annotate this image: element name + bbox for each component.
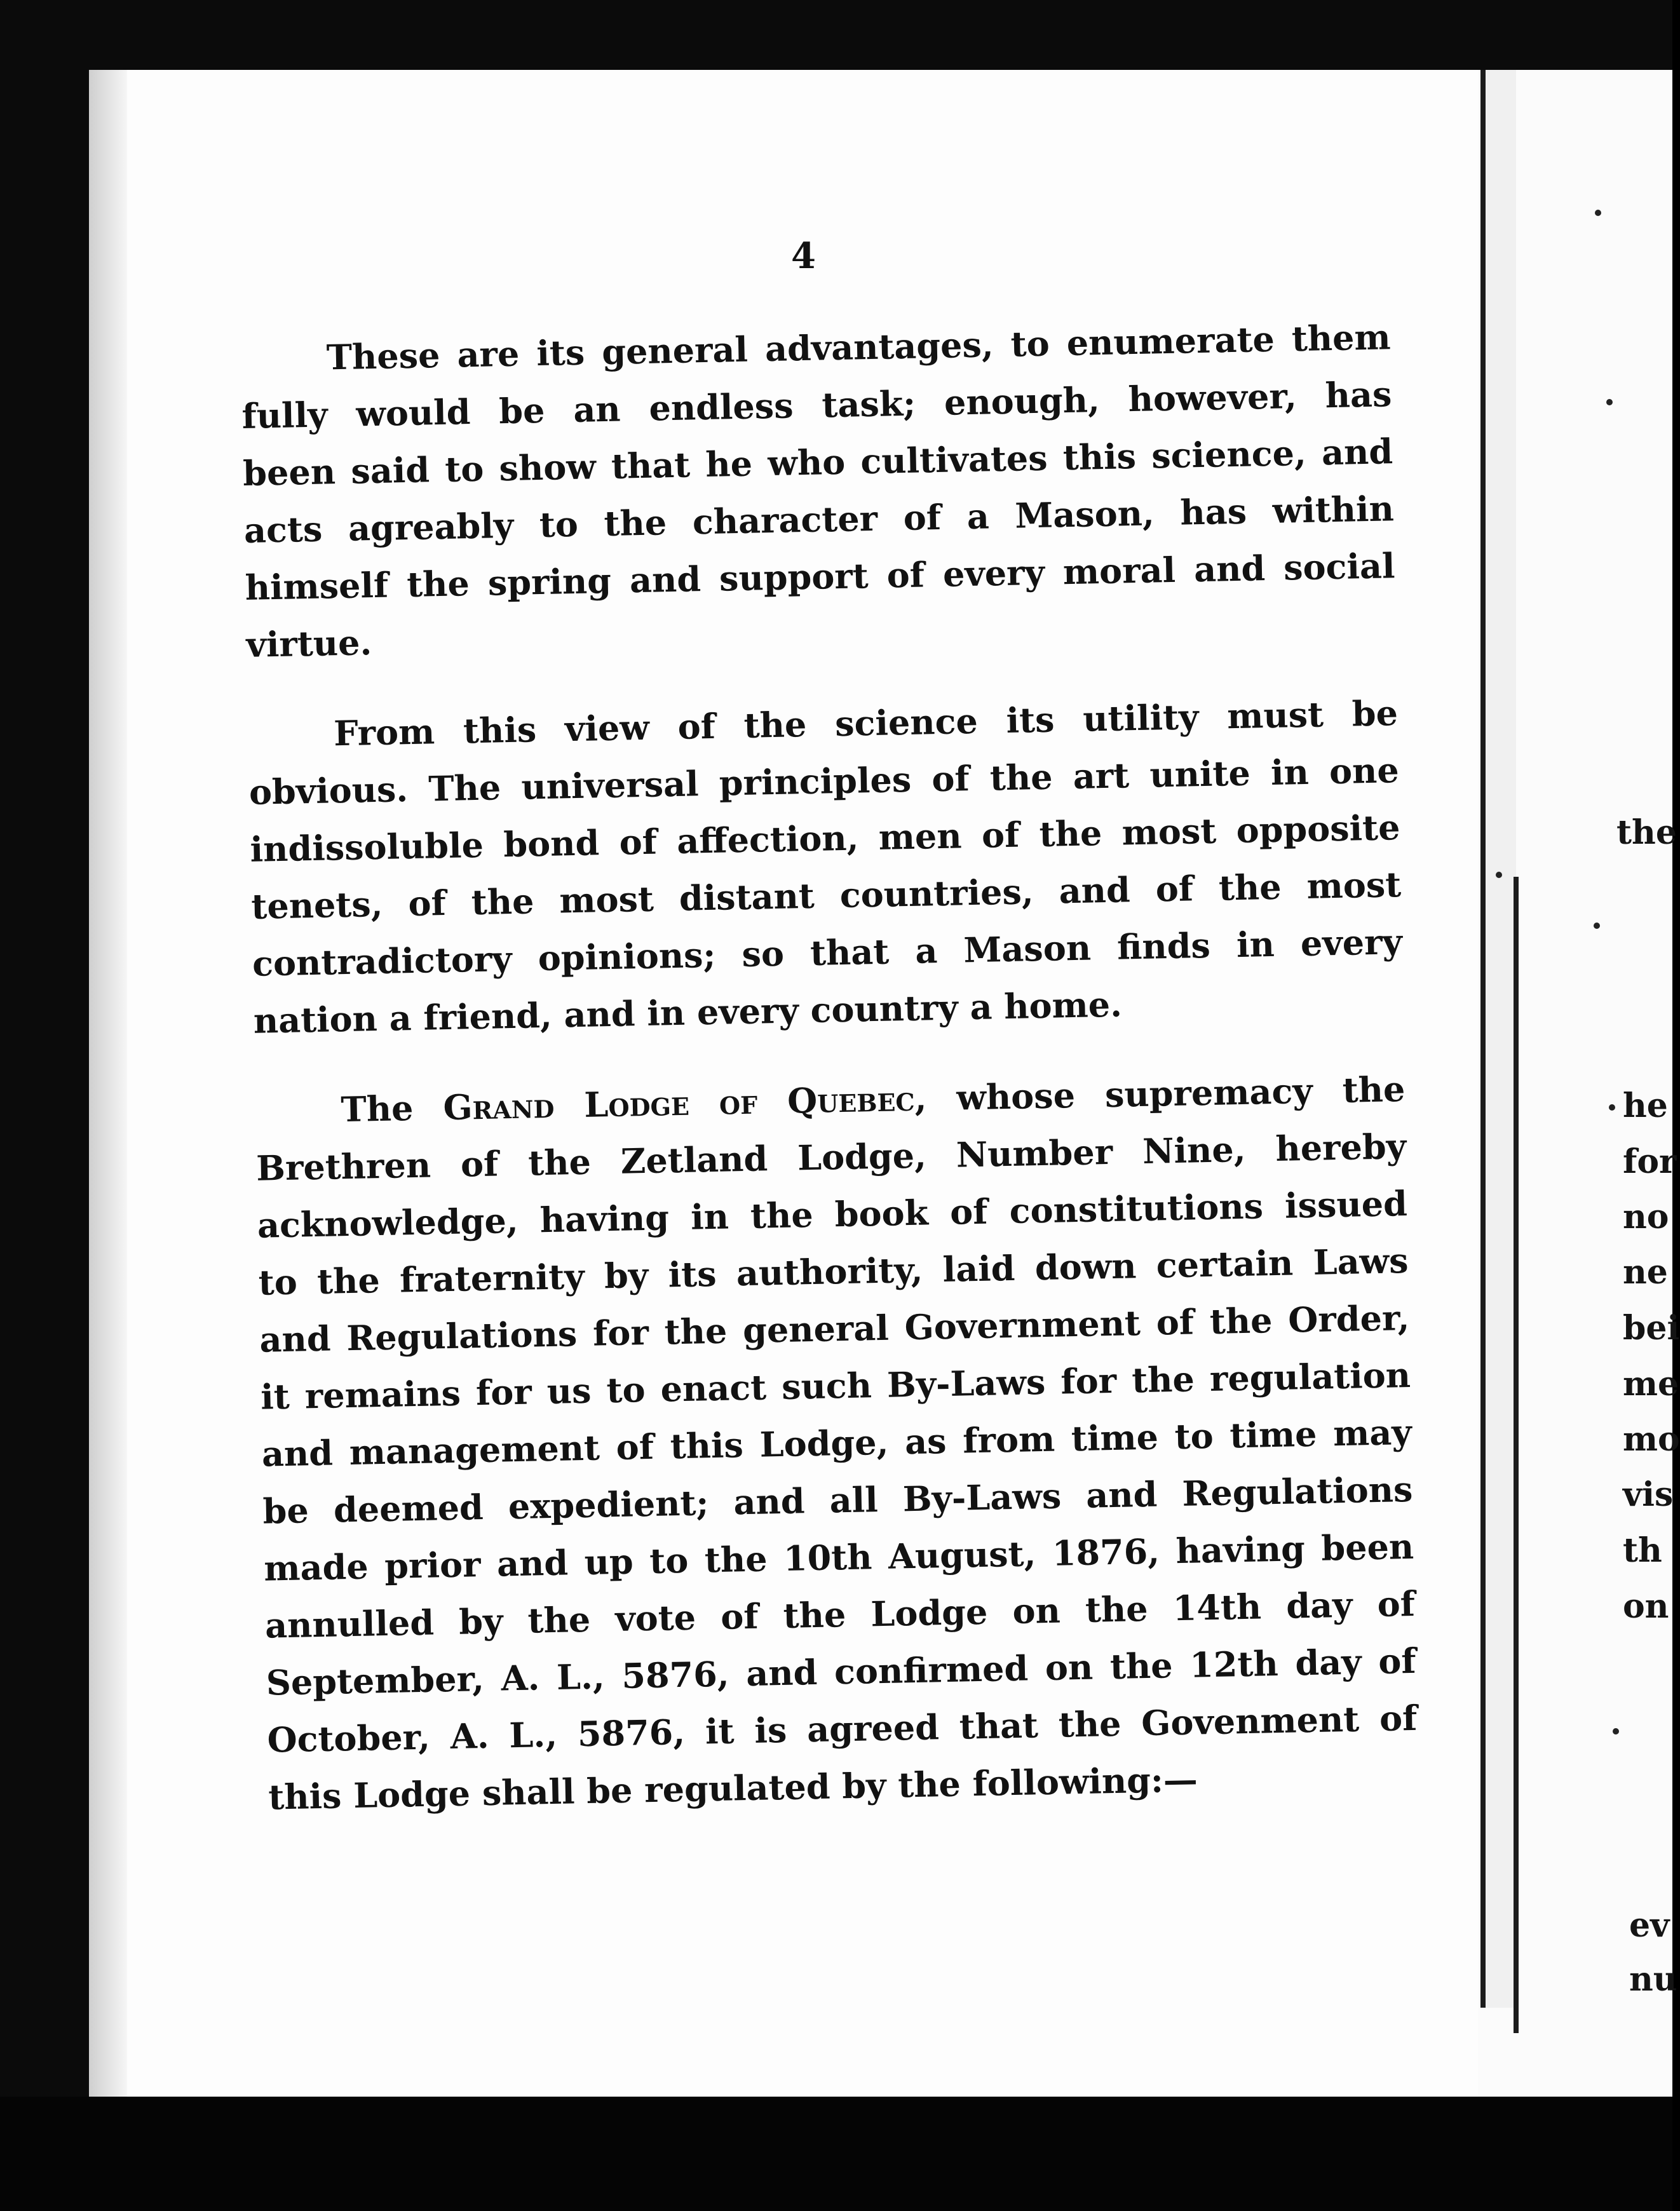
scan-bottom-border	[0, 2097, 1672, 2211]
body-text	[240, 308, 1419, 1858]
facing-page-fragment: ne	[1623, 1253, 1668, 1292]
facing-page-fragment: no	[1623, 1198, 1669, 1236]
facing-page-fragment: mo	[1623, 1420, 1680, 1459]
text-line: October, A. L., 5876, it is agreed that the Govenment of	[266, 1697, 1418, 1761]
facing-page-fragment: bei	[1623, 1309, 1680, 1348]
facing-page-fragment: on	[1623, 1587, 1669, 1626]
gutter-rule-lower	[1514, 877, 1519, 2033]
paragraph-2	[247, 684, 1404, 1050]
text-line: virtue.	[245, 622, 372, 665]
paragraph-1	[240, 308, 1397, 673]
speck	[1594, 923, 1600, 929]
text-line: From this view of the science its utility must be	[333, 693, 1399, 754]
text-line: to the fraternity by its authority, laid down certain Laws	[258, 1240, 1409, 1303]
text-line: indissoluble bond of affection, men of the most opposite	[250, 807, 1400, 870]
text-line: made prior and up to the 10th August, 1876, having been	[263, 1525, 1414, 1589]
text-fragment: The	[340, 1087, 444, 1130]
facing-page-fragment: for	[1623, 1142, 1677, 1181]
text-line: tenets, of the most distant countries, and of the most	[250, 864, 1402, 927]
text-line: annulled by the vote of the Lodge on the 14th day of	[264, 1583, 1416, 1646]
facing-page-fragment: vis	[1623, 1475, 1674, 1514]
text-line: and Regulations for the general Government of the Order,	[259, 1297, 1410, 1360]
text-line: obvious. The universal principles of the art unite in one	[248, 750, 1400, 813]
text-line: Brethren of the Zetland Lodge, Number Nine, hereby	[255, 1126, 1407, 1189]
facing-page	[1614, 70, 1680, 2039]
speck	[1606, 399, 1613, 405]
gutter-rule-upper	[1480, 70, 1486, 2008]
speck	[1595, 210, 1601, 216]
speck	[1613, 1728, 1619, 1734]
speck	[1496, 872, 1502, 878]
speck	[1609, 1104, 1615, 1111]
facing-page-fragment: th	[1623, 1531, 1662, 1570]
text-line: nation a friend, and in every country a home.	[253, 984, 1123, 1041]
text-line: been said to show that he who cultivates this science, and	[242, 431, 1393, 494]
text-line: contradictory opinions; so that a Mason finds in every	[252, 921, 1403, 984]
text-line: himself the spring and support of every moral and social	[245, 545, 1396, 608]
grand-lodge-name: Grand Lodge of Quebec	[442, 1078, 916, 1128]
facing-page-fragment: the	[1616, 813, 1677, 852]
page-edge-shadow	[89, 70, 127, 2122]
text-line: September, A. L., 5876, and confirmed on the 12th day of	[266, 1640, 1417, 1703]
text-line: it remains for us to enact such By-Laws for the regulation	[260, 1354, 1411, 1417]
text-line: fully would be an endless task; enough, however, has	[241, 374, 1392, 436]
text-line: acts agreably to the character of a Mason, has within	[243, 488, 1395, 551]
text-line: this Lodge shall be regulated by the following:—	[268, 1759, 1198, 1818]
text-line: acknowledge, having in the book of constitutions issued	[257, 1182, 1408, 1246]
page-number: 4	[791, 235, 816, 277]
facing-page-fragment: ev	[1629, 1906, 1670, 1945]
text-line: and management of this Lodge, as from time to time may	[261, 1411, 1412, 1475]
facing-page-fragment: nu	[1629, 1960, 1677, 1999]
facing-page-fragment: me	[1623, 1365, 1679, 1403]
text-line: be deemed expedient; and all By-Laws and Regulations	[262, 1468, 1413, 1532]
facing-page-fragment: he	[1623, 1086, 1668, 1125]
text-fragment: , whose supremacy the	[914, 1069, 1406, 1119]
paragraph-3	[255, 1060, 1419, 1826]
text-line: These are its general advantages, to enumerate them	[326, 316, 1392, 378]
gutter	[1486, 70, 1516, 2008]
